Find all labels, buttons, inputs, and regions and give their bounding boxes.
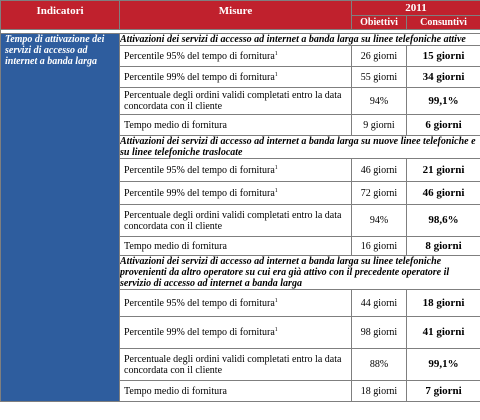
obiettivo-cell: 18 giorni [352, 381, 407, 402]
footnote-mark: 1 [274, 187, 278, 194]
measure-cell: Percentile 95% del tempo di fornitura$^1$ [120, 46, 352, 67]
consuntivo-cell: 34 giorni [407, 67, 480, 88]
consuntivo-cell: 99,1% [407, 88, 480, 115]
consuntivo-cell: 15 giorni [407, 46, 480, 67]
obiettivo-cell: 44 giorni [352, 290, 407, 317]
measure-cell: Percentile 95% del tempo di fornitura$^1$ [120, 159, 352, 182]
consuntivo-cell: 6 giorni [407, 115, 480, 136]
measure-cell: Percentile 99% del tempo di fornitura$^1$ [120, 67, 352, 88]
measure-cell: Percentuale degli ordini validi completati entro la data concordata con il cliente [120, 88, 352, 115]
obiettivo-cell: 88% [352, 349, 407, 381]
measure-cell: Percentuale degli ordini validi completati entro la data concordata con il cliente [120, 205, 352, 237]
obiettivo-cell: 55 giorni [352, 67, 407, 88]
consuntivo-cell: 21 giorni [407, 159, 480, 182]
consuntivo-cell: 46 giorni [407, 182, 480, 205]
header-indicatori: Indicatori [1, 1, 120, 30]
footnote-mark: 1 [274, 164, 278, 171]
header-row [1, 1, 480, 16]
header-misure: Misure [120, 1, 352, 30]
measure-cell: Percentile 99% del tempo di fornitura$^1$ [120, 182, 352, 205]
section-title: Attivazioni dei servizi di accesso ad internet a banda larga su linee telefoniche provenienti da altro operatore su cui era già attivo con il precedente operatore il servizio di accesso ad internet a banda larga [120, 256, 480, 290]
measure-cell: Percentuale degli ordini validi completati entro la data concordata con il cliente [120, 349, 352, 381]
obiettivo-cell: 98 giorni [352, 317, 407, 349]
measure-cell: Tempo medio di fornitura [120, 381, 352, 402]
measure-cell: Tempo medio di fornitura [120, 115, 352, 136]
measure-cell: Tempo medio di fornitura [120, 237, 352, 256]
obiettivo-cell: 26 giorni [352, 46, 407, 67]
section-title-row [1, 34, 480, 46]
obiettivo-cell: 16 giorni [352, 237, 407, 256]
consuntivo-cell: 18 giorni [407, 290, 480, 317]
section-title: Attivazioni dei servizi di accesso ad internet a banda larga su linee telefoniche attive [120, 34, 480, 46]
footnote-mark: 1 [274, 50, 278, 57]
consuntivo-cell: 7 giorni [407, 381, 480, 402]
consuntivo-cell: 41 giorni [407, 317, 480, 349]
obiettivo-cell: 9 giorni [352, 115, 407, 136]
header-year: 2011 [352, 1, 480, 16]
consuntivo-cell: 98,6% [407, 205, 480, 237]
obiettivo-cell: 94% [352, 205, 407, 237]
footnote-mark: 1 [274, 71, 278, 78]
measure-cell: Percentile 99% del tempo di fornitura$^1$ [120, 317, 352, 349]
measure-cell: Percentile 95% del tempo di fornitura$^1$ [120, 290, 352, 317]
header-obiettivi: Obiettivi [352, 16, 407, 30]
consuntivo-cell: 8 giorni [407, 237, 480, 256]
indicator-cell: Tempo di attivazione dei servizi di accesso ad internet a banda larga [1, 34, 120, 402]
obiettivo-cell: 46 giorni [352, 159, 407, 182]
obiettivo-cell: 94% [352, 88, 407, 115]
section-title: Attivazioni dei servizi di accesso ad internet a banda larga su nuove linee telefoniche e su linee telefoniche traslocate [120, 136, 480, 159]
footnote-mark: 1 [274, 327, 278, 333]
footnote-mark: 1 [274, 297, 278, 304]
obiettivo-cell: 72 giorni [352, 182, 407, 205]
consuntivo-cell: 99,1% [407, 349, 480, 381]
header-consuntivi: Consuntivi [407, 16, 480, 30]
